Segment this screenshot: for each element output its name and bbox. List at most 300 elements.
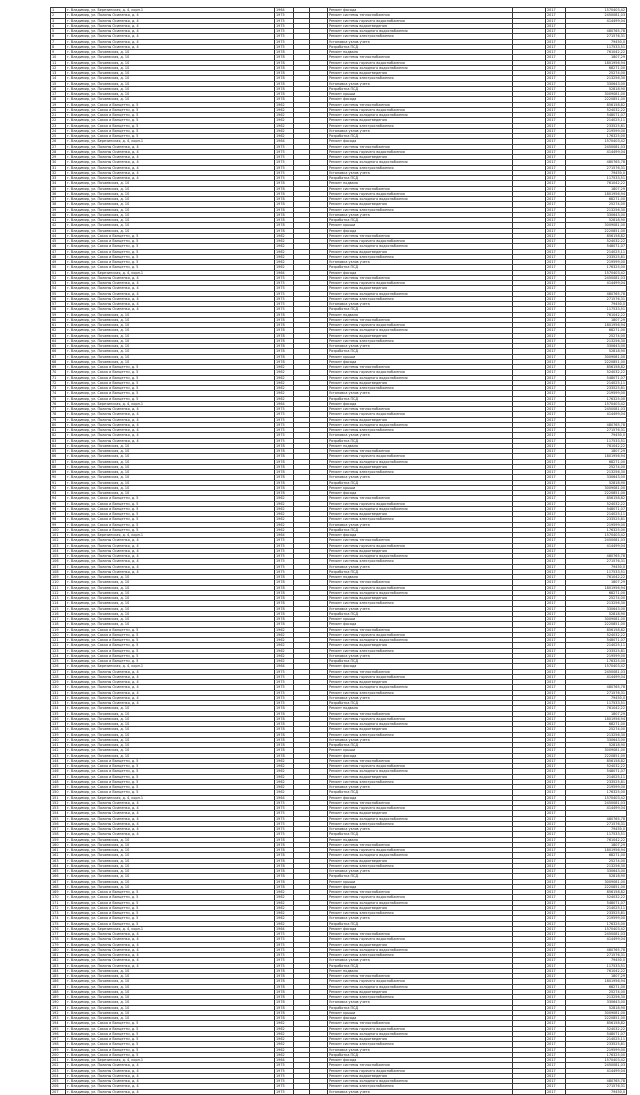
- table-cell-pct: [310, 1089, 328, 1094]
- table-cell-sum: 1807,29: [566, 974, 627, 979]
- table-cell-work: Установка узлов учета: [328, 302, 513, 307]
- table-cell-num: 26: [51, 139, 66, 144]
- table-cell-address: г. Владимир, ул. Сакко и Ванцетти, д. 5: [66, 522, 275, 527]
- table-cell-num: 53: [51, 281, 66, 286]
- table-cell-address: г. Владимир, ул. Полины Осипенко, д. 4: [66, 548, 275, 553]
- table-cell-sum: 1807,29: [566, 580, 627, 585]
- table-cell-sum: 856158,82: [566, 758, 627, 763]
- table-cell-address: г. Владимир, ул. Почаевская, д. 10: [66, 50, 275, 55]
- table-cell-sum: 480765,78: [566, 29, 627, 34]
- table-cell-year: 1975: [275, 417, 294, 422]
- table-cell-sum: 68271,00: [566, 197, 627, 202]
- table-cell-year: 1975: [275, 149, 294, 154]
- table-cell-start: 2017: [546, 685, 566, 690]
- table-cell-sum: 414499,04: [566, 806, 627, 811]
- table-cell-address: г. Владимир, ул. Сакко и Ванцетти, д. 5: [66, 365, 275, 370]
- table-cell-year: 1962: [275, 900, 294, 905]
- table-cell-work: Ремонт системы холодного водоснабжения: [328, 1031, 513, 1036]
- table-cell-address: г. Владимир, ул. Почаевская, д. 10: [66, 449, 275, 454]
- table-cell-start: 2017: [546, 601, 566, 606]
- table-cell-address: г. Владимир, ул. Полины Осипенко, д. 4: [66, 44, 275, 49]
- table-cell-work: Ремонт системы теплоснабжения: [328, 842, 513, 847]
- table-cell-year: 1978: [275, 191, 294, 196]
- table-cell-sum: 761042,22: [566, 443, 627, 448]
- table-cell-sum: 271576,31: [566, 821, 627, 826]
- table-cell-num: 9: [51, 50, 66, 55]
- table-cell-start: 2017: [546, 181, 566, 186]
- table-cell-address: г. Владимир, ул. Полины Осипенко, д. 4: [66, 1068, 275, 1073]
- table-cell-year: 1962: [275, 1052, 294, 1057]
- table-cell-num: 93: [51, 491, 66, 496]
- table-cell-start: 2017: [546, 254, 566, 259]
- table-cell-address: г. Владимир, ул. Почаевская, д. 10: [66, 617, 275, 622]
- table-cell-num: 167: [51, 879, 66, 884]
- table-cell-sum: 524032,22: [566, 501, 627, 506]
- table-cell-start: 2017: [546, 170, 566, 175]
- table-cell-year: 1962: [275, 905, 294, 910]
- table-cell-year: 1978: [275, 1016, 294, 1021]
- table-cell-year: 1978: [275, 223, 294, 228]
- table-cell-work: Разработка ПСД: [328, 743, 513, 748]
- table-cell-num: 6: [51, 34, 66, 39]
- table-cell-address: г. Владимир, ул. Сакко и Ванцетти, д. 5: [66, 496, 275, 501]
- table-cell-num: 15: [51, 81, 66, 86]
- table-cell-work: Ремонт системы теплоснабжения: [328, 496, 513, 501]
- table-cell-year: 1978: [275, 92, 294, 97]
- table-cell-work: Ремонт фасада: [328, 622, 513, 627]
- table-cell-start: 2017: [546, 1058, 566, 1063]
- table-cell-num: 170: [51, 895, 66, 900]
- table-cell-num: 5: [51, 29, 66, 34]
- table-cell-start: 2017: [546, 890, 566, 895]
- table-cell-num: 131: [51, 690, 66, 695]
- table-cell-year: 1962: [275, 260, 294, 265]
- table-cell-sum: 548071,07: [566, 1031, 627, 1036]
- table-cell-address: г. Владимир, ул. Почаевская, д. 10: [66, 181, 275, 186]
- table-cell-address: г. Владимир, ул. Полины Осипенко, д. 4: [66, 554, 275, 559]
- table-cell-num: 121: [51, 638, 66, 643]
- table-cell-year: 1978: [275, 65, 294, 70]
- table-cell-work: Ремонт системы горячего водоснабжения: [328, 937, 513, 942]
- table-cell-start: 2017: [546, 23, 566, 28]
- table-cell-num: 73: [51, 386, 66, 391]
- table-cell-start: 2017: [546, 606, 566, 611]
- table-cell-year: 1978: [275, 338, 294, 343]
- table-cell-year: 1975: [275, 569, 294, 574]
- table-cell-start: 2017: [546, 1000, 566, 1005]
- table-cell-start: 2017: [546, 296, 566, 301]
- table-cell-start: 2017: [546, 123, 566, 128]
- table-cell-sum: 25274,00: [566, 464, 627, 469]
- table-cell-work: Ремонт фасада: [328, 401, 513, 406]
- table-cell-year: 1975: [275, 307, 294, 312]
- table-cell-num: 56: [51, 296, 66, 301]
- table-cell-sum: 761042,22: [566, 312, 627, 317]
- table-cell-sum: 856158,82: [566, 890, 627, 895]
- table-cell-num: 155: [51, 816, 66, 821]
- table-cell-work: Ремонт подвала: [328, 50, 513, 55]
- table-cell-sum: 176325,00: [566, 527, 627, 532]
- table-cell-address: г. Владимир, ул. Сакко и Ванцетти, д. 5: [66, 134, 275, 139]
- table-cell-year: 1975: [275, 1079, 294, 1084]
- table-cell-year: 1978: [275, 884, 294, 889]
- table-cell-work: Ремонт системы электроснабжения: [328, 559, 513, 564]
- table-cell-start: 2017: [546, 737, 566, 742]
- table-cell-year: 1975: [275, 937, 294, 942]
- table-cell-work: Ремонт системы холодного водоснабжения: [328, 984, 513, 989]
- table-cell-start: 2017: [546, 758, 566, 763]
- table-cell-sum: 524032,22: [566, 764, 627, 769]
- table-cell-work: Ремонт системы электроснабжения: [328, 779, 513, 784]
- table-cell-address: г. Владимир, ул. Полины Осипенко, д. 4: [66, 296, 275, 301]
- table-cell-work: Ремонт системы теплоснабжения: [328, 758, 513, 763]
- table-cell-work: Ремонт системы электроснабжения: [328, 254, 513, 259]
- table-cell-sum: 176325,00: [566, 396, 627, 401]
- table-cell-num: 164: [51, 863, 66, 868]
- table-cell-address: г. Владимир, ул. Почаевская, д. 10: [66, 727, 275, 732]
- table-cell-num: 11: [51, 60, 66, 65]
- table-cell-num: 174: [51, 916, 66, 921]
- table-cell-address: г. Владимир, ул. Полины Осипенко, д. 4: [66, 176, 275, 181]
- table-cell-sum: 330643,00: [566, 869, 627, 874]
- table-cell-num: 135: [51, 711, 66, 716]
- table-cell-sum: 214025,11: [566, 249, 627, 254]
- table-cell-address: г. Владимир, ул. Полины Осипенко, д. 4: [66, 144, 275, 149]
- table-cell-start: 2017: [546, 564, 566, 569]
- table-cell-work: Ремонт фасада: [328, 228, 513, 233]
- table-cell-work: Установка узлов учета: [328, 653, 513, 658]
- table-cell-sum: 68271,00: [566, 722, 627, 727]
- table-cell-work: Ремонт системы холодного водоснабжения: [328, 816, 513, 821]
- table-cell-work: Ремонт фасада: [328, 97, 513, 102]
- table-cell-work: Ремонт системы электроснабжения: [328, 296, 513, 301]
- table-cell-address: г. Владимир, ул. Сакко и Ванцетти, д. 5: [66, 659, 275, 664]
- table-cell-work: Ремонт системы электроснабжения: [328, 338, 513, 343]
- table-cell-sum: 548071,07: [566, 506, 627, 511]
- table-cell-work: Ремонт крыши: [328, 617, 513, 622]
- table-cell-year: 1975: [275, 291, 294, 296]
- table-cell-num: 109: [51, 575, 66, 580]
- table-cell-num: 40: [51, 212, 66, 217]
- table-cell-address: г. Владимир, ул. Почаевская, д. 10: [66, 711, 275, 716]
- table-cell-address: г. Владимир, ул. Сакко и Ванцетти, д. 5: [66, 265, 275, 270]
- table-cell-year: 1978: [275, 1000, 294, 1005]
- table-cell-num: 43: [51, 228, 66, 233]
- table-cell-num: 21: [51, 113, 66, 118]
- table-cell-num: 110: [51, 580, 66, 585]
- table-cell-start: 2017: [546, 806, 566, 811]
- table-cell-year: 1978: [275, 50, 294, 55]
- table-cell-num: 182: [51, 958, 66, 963]
- table-cell-start: 2017: [546, 853, 566, 858]
- table-cell-year: 1975: [275, 680, 294, 685]
- table-cell-address: г. Владимир, ул. Почаевская, д. 10: [66, 81, 275, 86]
- table-cell-year: 1962: [275, 123, 294, 128]
- table-cell-work: Ремонт крыши: [328, 1010, 513, 1015]
- capital-repair-register-table: [50, 7, 627, 1095]
- table-cell-address: г. Владимир, ул. Сакко и Ванцетти, д. 5: [66, 911, 275, 916]
- table-cell-work: Ремонт системы холодного водоснабжения: [328, 638, 513, 643]
- table-cell-sum: 856158,82: [566, 102, 627, 107]
- table-cell-sum: 524032,22: [566, 107, 627, 112]
- table-cell-work: Установка узлов учета: [328, 564, 513, 569]
- table-cell-address: г. Владимир, ул. Почаевская, д. 10: [66, 443, 275, 448]
- table-cell-address: г. Владимир, ул. Сакко и Ванцетти, д. 5: [66, 396, 275, 401]
- table-cell-year: 1975: [275, 947, 294, 952]
- table-cell-year: 1962: [275, 1026, 294, 1031]
- table-cell-year: 1978: [275, 491, 294, 496]
- table-cell-start: 2017: [546, 722, 566, 727]
- table-cell-sum: 213256,30: [566, 601, 627, 606]
- table-cell-sum: 233525,81: [566, 648, 627, 653]
- table-cell-num: 112: [51, 590, 66, 595]
- table-cell-start: 2017: [546, 905, 566, 910]
- table-cell-num: 117: [51, 617, 66, 622]
- table-cell-address: г. Владимир, ул. Полины Осипенко, д. 4: [66, 685, 275, 690]
- table-cell-num: 188: [51, 989, 66, 994]
- table-cell-work: Ремонт системы теплоснабжения: [328, 449, 513, 454]
- table-cell-start: 2017: [546, 811, 566, 816]
- table-cell-start: 2017: [546, 921, 566, 926]
- table-cell-start: 2017: [546, 769, 566, 774]
- table-cell-work: Ремонт системы водоотведения: [328, 1073, 513, 1078]
- table-cell-year: 1962: [275, 643, 294, 648]
- table-cell-start: 2017: [546, 176, 566, 181]
- table-cell-num: 46: [51, 244, 66, 249]
- table-cell-address: г. Владимир, ул. Полины Осипенко, д. 4: [66, 291, 275, 296]
- table-cell-start: 2017: [546, 50, 566, 55]
- table-cell-work: Ремонт системы горячего водоснабжения: [328, 632, 513, 637]
- table-cell-sum: 524032,22: [566, 632, 627, 637]
- table-cell-num: 63: [51, 333, 66, 338]
- table-cell-address: г. Владимир, ул. Почаевская, д. 10: [66, 212, 275, 217]
- table-cell-num: 193: [51, 1016, 66, 1021]
- table-cell-start: 2017: [546, 512, 566, 517]
- table-cell-year: 1975: [275, 669, 294, 674]
- table-cell-year: 1978: [275, 622, 294, 627]
- table-cell-year: 1975: [275, 29, 294, 34]
- table-cell-work: Ремонт системы водоотведения: [328, 118, 513, 123]
- table-cell-num: 90: [51, 475, 66, 480]
- table-cell-work: Ремонт системы теплоснабжения: [328, 538, 513, 543]
- table-cell-work: Ремонт системы горячего водоснабжения: [328, 501, 513, 506]
- table-cell-num: 60: [51, 317, 66, 322]
- table-cell-year: 1978: [275, 354, 294, 359]
- table-cell-work: Ремонт системы водоотведения: [328, 905, 513, 910]
- table-cell-sum: 856158,82: [566, 365, 627, 370]
- table-cell-address: г. Владимир, ул. Почаевская, д. 10: [66, 338, 275, 343]
- table-cell-start: 2017: [546, 464, 566, 469]
- table-cell-work: Ремонт системы теплоснабжения: [328, 365, 513, 370]
- table-cell-start: 2017: [546, 643, 566, 648]
- table-cell-year: 1962: [275, 496, 294, 501]
- table-cell-sum: 3009081,00: [566, 879, 627, 884]
- table-cell-start: 2017: [546, 491, 566, 496]
- table-cell-start: 2017: [546, 270, 566, 275]
- table-cell-num: 65: [51, 344, 66, 349]
- table-cell-start: 2017: [546, 753, 566, 758]
- table-cell-year: 1962: [275, 890, 294, 895]
- table-cell-num: 204: [51, 1073, 66, 1078]
- table-cell-num: 139: [51, 732, 66, 737]
- table-cell-start: 2017: [546, 559, 566, 564]
- table-cell-address: г. Владимир, ул. Почаевская, д. 10: [66, 464, 275, 469]
- table-cell-year: 1975: [275, 827, 294, 832]
- table-cell-start: 2017: [546, 800, 566, 805]
- table-cell-start: 2017: [546, 995, 566, 1000]
- table-cell-year: 1962: [275, 790, 294, 795]
- table-cell-address: г. Владимир, ул. Сакко и Ванцетти, д. 5: [66, 501, 275, 506]
- table-cell-work: Ремонт системы электроснабжения: [328, 995, 513, 1000]
- table-cell-year: 1975: [275, 942, 294, 947]
- table-cell-sum: 68271,00: [566, 853, 627, 858]
- table-cell-year: 1978: [275, 186, 294, 191]
- table-cell-work: Разработка ПСД: [328, 44, 513, 49]
- table-cell-num: 152: [51, 800, 66, 805]
- table-cell-sum: 3009081,00: [566, 617, 627, 622]
- table-cell-work: Установка узлов учета: [328, 522, 513, 527]
- table-cell-num: 132: [51, 695, 66, 700]
- table-cell-address: г. Владимир, ул. Почаевская, д. 10: [66, 995, 275, 1000]
- table-cell-sum: 176325,00: [566, 790, 627, 795]
- table-cell-work: Ремонт системы холодного водоснабжения: [328, 113, 513, 118]
- table-cell-address: г. Владимир, ул. Сакко и Ванцетти, д. 5: [66, 506, 275, 511]
- table-cell-address: г. Владимир, ул. Березинская, д. 4, корп.1: [66, 8, 275, 13]
- table-cell-address: г. Владимир, ул. Сакко и Ванцетти, д. 5: [66, 254, 275, 259]
- table-cell-start: 2017: [546, 260, 566, 265]
- table-cell-work: Ремонт системы холодного водоснабжения: [328, 1079, 513, 1084]
- table-cell-year: 1978: [275, 706, 294, 711]
- table-cell-sum: 480765,78: [566, 816, 627, 821]
- table-cell-address: г. Владимир, ул. Сакко и Ванцетти, д. 5: [66, 1026, 275, 1031]
- table-cell-work: Ремонт системы электроснабжения: [328, 428, 513, 433]
- table-cell-sum: 1570403,42: [566, 795, 627, 800]
- table-cell-num: 85: [51, 449, 66, 454]
- table-cell-year: 1975: [275, 412, 294, 417]
- table-cell-num: 86: [51, 454, 66, 459]
- table-cell-work: Ремонт системы горячего водоснабжения: [328, 454, 513, 459]
- table-cell-sum: 548071,07: [566, 638, 627, 643]
- table-cell-address: г. Владимир, ул. Сакко и Ванцетти, д. 5: [66, 921, 275, 926]
- table-cell-address: г. Владимир, ул. Почаевская, д. 10: [66, 223, 275, 228]
- table-cell-address: г. Владимир, ул. Сакко и Ванцетти, д. 5: [66, 113, 275, 118]
- table-cell-start: 2017: [546, 312, 566, 317]
- table-cell-address: г. Владимир, ул. Сакко и Ванцетти, д. 5: [66, 244, 275, 249]
- table-cell-num: 199: [51, 1047, 66, 1052]
- table-cell-work: Разработка ПСД: [328, 176, 513, 181]
- table-cell-work: Разработка ПСД: [328, 307, 513, 312]
- table-cell-num: 16: [51, 86, 66, 91]
- table-cell-sum: 2450081,03: [566, 669, 627, 674]
- table-cell-address: г. Владимир, ул. Березинская, д. 4, корп.1: [66, 1058, 275, 1063]
- table-cell-num: 136: [51, 716, 66, 721]
- table-cell-year: 1978: [275, 869, 294, 874]
- table-cell-work: Ремонт фасада: [328, 359, 513, 364]
- table-cell-address: г. Владимир, ул. Полины Осипенко, д. 4: [66, 816, 275, 821]
- table-cell-work: Разработка ПСД: [328, 134, 513, 139]
- table-cell-year: 1978: [275, 732, 294, 737]
- table-cell-work: Установка узлов учета: [328, 958, 513, 963]
- table-cell-sum: 330643,00: [566, 212, 627, 217]
- table-cell-work: Ремонт крыши: [328, 879, 513, 884]
- table-cell-start: 2017: [546, 501, 566, 506]
- table-cell-address: г. Владимир, ул. Почаевская, д. 10: [66, 60, 275, 65]
- table-cell-year: 1978: [275, 449, 294, 454]
- table-cell-sum: 2220851,00: [566, 753, 627, 758]
- table-cell-num: 33: [51, 176, 66, 181]
- table-cell-start: 2017: [546, 496, 566, 501]
- table-cell-start: 2017: [546, 816, 566, 821]
- table-cell-start: 2017: [546, 648, 566, 653]
- table-cell-plan: [513, 1089, 546, 1094]
- table-cell-work: Ремонт системы теплоснабжения: [328, 1021, 513, 1026]
- table-cell-num: 54: [51, 286, 66, 291]
- table-cell-num: 27: [51, 144, 66, 149]
- table-cell-address: г. Владимир, ул. Сакко и Ванцетти, д. 5: [66, 1042, 275, 1047]
- table-cell-sum: 1801956,94: [566, 323, 627, 328]
- table-cell-year: 1975: [275, 548, 294, 553]
- table-cell-num: 42: [51, 223, 66, 228]
- table-cell-sum: 213256,30: [566, 732, 627, 737]
- table-cell-sum: 25274,00: [566, 333, 627, 338]
- table-cell-start: 2017: [546, 1042, 566, 1047]
- table-cell-start: 2017: [546, 417, 566, 422]
- table-cell-start: 2017: [546, 942, 566, 947]
- table-cell-sum: 79450,0: [566, 39, 627, 44]
- table-cell-start: 2017: [546, 412, 566, 417]
- table-cell-work: Установка узлов учета: [328, 391, 513, 396]
- table-cell-address: г. Владимир, ул. Почаевская, д. 10: [66, 202, 275, 207]
- table-cell-year: 1962: [275, 916, 294, 921]
- table-cell-work: Ремонт крыши: [328, 223, 513, 228]
- table-cell-sum: 25274,00: [566, 858, 627, 863]
- table-cell-start: 2017: [546, 533, 566, 538]
- table-cell-work: Ремонт системы электроснабжения: [328, 76, 513, 81]
- table-cell-address: г. Владимир, ул. Сакко и Ванцетти, д. 5: [66, 128, 275, 133]
- table-cell-work: Ремонт системы электроснабжения: [328, 690, 513, 695]
- table-cell-year: 1962: [275, 774, 294, 779]
- table-cell-start: 2017: [546, 76, 566, 81]
- table-cell-work: Ремонт системы горячего водоснабжения: [328, 848, 513, 853]
- table-cell-work: Ремонт системы горячего водоснабжения: [328, 716, 513, 721]
- table-cell-start: 2017: [546, 438, 566, 443]
- table-cell-num: 88: [51, 464, 66, 469]
- table-cell-num: 123: [51, 648, 66, 653]
- table-cell-start: 2017: [546, 743, 566, 748]
- table-cell-address: г. Владимир, ул. Почаевская, д. 10: [66, 1005, 275, 1010]
- table-cell-year: 1975: [275, 170, 294, 175]
- table-cell-start: 2017: [546, 538, 566, 543]
- table-cell-num: 125: [51, 659, 66, 664]
- table-cell-start: 2017: [546, 711, 566, 716]
- table-cell-num: 80: [51, 422, 66, 427]
- table-cell-year: 1978: [275, 601, 294, 606]
- table-cell-work: Ремонт системы водоотведения: [328, 680, 513, 685]
- table-cell-work: Ремонт подвала: [328, 706, 513, 711]
- table-cell-num: 190: [51, 1000, 66, 1005]
- table-cell-num: 181: [51, 953, 66, 958]
- table-cell-start: 2017: [546, 380, 566, 385]
- table-cell-year: 1962: [275, 921, 294, 926]
- table-cell-work: Ремонт системы горячего водоснабжения: [328, 323, 513, 328]
- table-cell-year: 1962: [275, 1037, 294, 1042]
- table-cell-address: г. Владимир, ул. Полины Осипенко, д. 4: [66, 428, 275, 433]
- table-cell-num: 146: [51, 769, 66, 774]
- table-cell-start: 2017: [546, 911, 566, 916]
- table-cell-start: 2017: [546, 748, 566, 753]
- table-cell-sum: 117533,51: [566, 307, 627, 312]
- table-cell-start: 2017: [546, 517, 566, 522]
